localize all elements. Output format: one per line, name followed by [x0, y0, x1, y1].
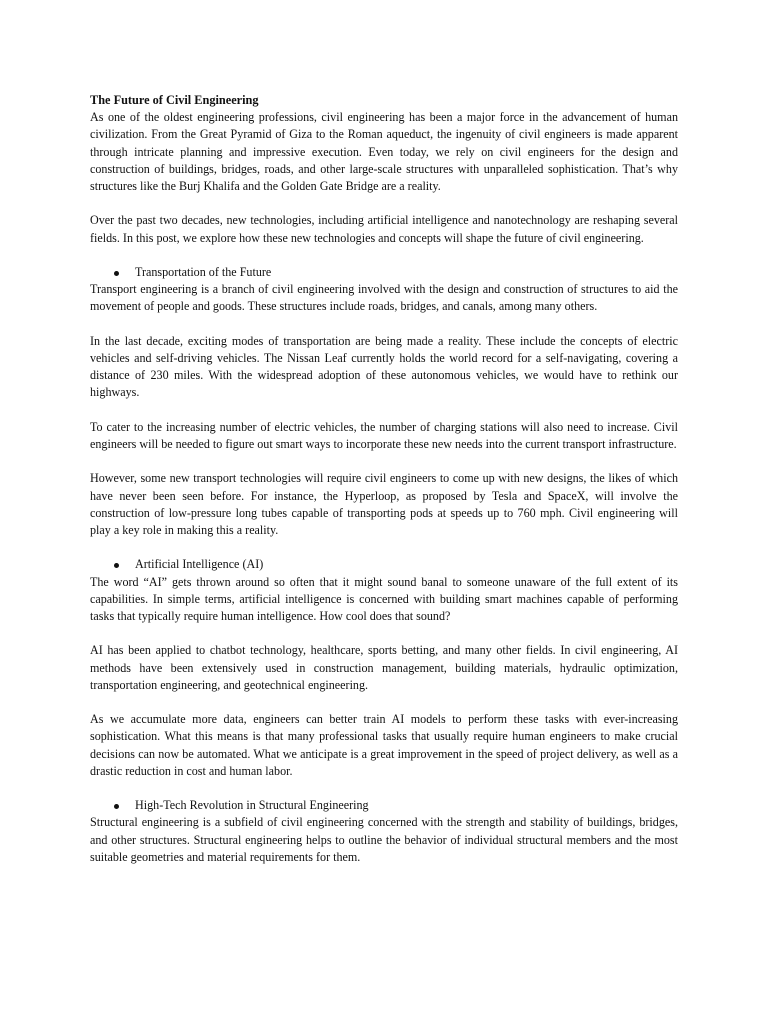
section-heading-label: Transportation of the Future: [135, 265, 272, 279]
section-heading-label: High-Tech Revolution in Structural Engineering: [135, 798, 369, 813]
transportation-paragraph-3: To cater to the increasing number of electric vehicles, the number of charging stations will also need to increase. Civil engineers will be needed to figure out smart ways to incorporate these new needs into the current transport infrastructure.: [90, 419, 678, 451]
section-heading-structural: [90, 797, 678, 814]
ai-paragraph-3: As we accumulate more data, engineers can better train AI models to perform these tasks with ever-increasing sophistication. What this means is that many professional tasks that usually require human engineers to make crucial decisions can now be automated. What we anticipate is a great improvement in the speed of project delivery, as well as a drastic reduction in cost and human labor.: [90, 712, 678, 778]
document-title: The Future of Civil Engineering: [90, 93, 259, 107]
ai-paragraph-1: The word “AI” gets thrown around so often that it might sound banal to someone unaware of the full extent of its capabilities. In simple terms, artificial intelligence is concerned with building smart machines capable of performing tasks that typically require human intelligence. How cool does that sound?: [90, 574, 678, 623]
structural-paragraph-1: Structural engineering is a subfield of civil engineering concerned with the strength and stability of buildings, bridges, and other structures. Structural engineering helps to outline the behavior of individual structural members and the most suitable geometries and material requirements for them.: [90, 815, 678, 864]
transportation-paragraph-4: However, some new transport technologies will require civil engineers to come up with new designs, the likes of which have never been seen before. For instance, the Hyperloop, as proposed by Tesla and SpaceX, will involve the construction of low-pressure long tubes capable of transporting pods at speeds up to 760 mph. Civil engineering will play a key role in making this a reality.: [90, 471, 678, 537]
intro-paragraph-1: As one of the oldest engineering professions, civil engineering has been a major force in the advancement of human civilization. From the Great Pyramid of Giza to the Roman aqueduct, the ingenuity of civil engineers is made apparent through intricate planning and impressive execution. Even today, we rely on civil engineers for the design and construction of buildings, bridges, roads, and other large-scale structures with unparalleled sophistication. That’s why structures like the Burj Khalifa and the Golden Gate Bridge are a reality.: [90, 110, 678, 194]
bullet-icon: [114, 271, 119, 276]
transportation-paragraph-2: In the last decade, exciting modes of transportation are being made a reality. These include the concepts of electric vehicles and self-driving vehicles. The Nissan Leaf currently holds the world record for a self-navigating, covering a distance of 230 miles. With the widespread adoption of these autonomous vehicles, we would have to rethink our highways.: [90, 333, 678, 400]
section-heading-ai: [90, 556, 678, 573]
intro-paragraph-2: Over the past two decades, new technologies, including artificial intelligence and nanotechnology are reshaping several fields. In this post, we explore how these new technologies and concepts will shape the future of civil engineering.: [90, 213, 678, 245]
ai-paragraph-2: AI has been applied to chatbot technology, healthcare, sports betting, and many other fields. In civil engineering, AI methods have been extensively used in construction management, building materials, hydraulic optimization, transportation engineering, and geotechnical engineering.: [90, 643, 678, 692]
document-body: [90, 92, 678, 866]
bullet-icon: [114, 804, 119, 809]
transportation-paragraph-1: Transport engineering is a branch of civil engineering involved with the design and construction of structures to aid the movement of people and goods. These structures include roads, bridges, and canals, among many others.: [90, 282, 678, 314]
bullet-icon: [114, 563, 119, 568]
section-heading-transportation: [90, 264, 678, 281]
section-heading-label: Artificial Intelligence (AI): [135, 557, 264, 572]
